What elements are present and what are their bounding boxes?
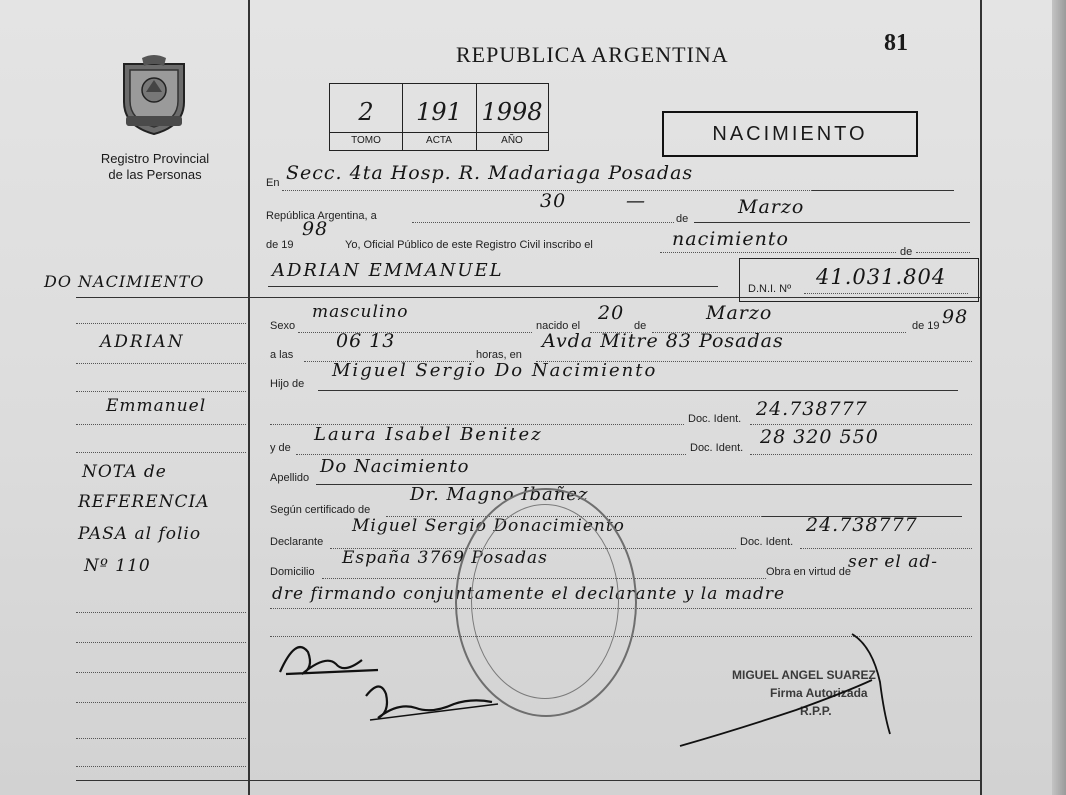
tomo-value: 2	[358, 98, 374, 126]
signature-marks-icon	[266, 616, 506, 736]
sexo-line	[298, 332, 532, 333]
acta-value: 191	[416, 98, 462, 126]
father-doc-end-line	[750, 424, 972, 425]
provincial-seal-icon	[118, 54, 190, 136]
registration-day: 30	[540, 190, 567, 212]
birth-month: Marzo	[706, 302, 773, 324]
alas-label: a las	[270, 349, 294, 361]
anio-value: 1998	[481, 98, 543, 126]
right-column-rule	[980, 0, 982, 795]
hijo-label: Hijo de	[270, 378, 305, 390]
birth-de-label: de	[634, 320, 647, 332]
segun-label: Según certificado de	[270, 504, 371, 516]
de-label: de	[676, 213, 689, 225]
dni-box	[739, 258, 979, 302]
margin-note-line4: Nº 110	[84, 556, 151, 576]
margin-line-9	[76, 702, 246, 703]
domicilio-label: Domicilio	[270, 566, 315, 578]
sexo-label: Sexo	[270, 320, 296, 332]
father-doc-label: Doc. Ident.	[688, 413, 742, 425]
acta-label: ACTA	[402, 132, 476, 149]
mother-doc: 28 320 550	[760, 426, 879, 448]
margin-line-10	[76, 738, 246, 739]
page-edge-shadow	[1052, 0, 1066, 795]
margin-surname: DO NACIMIENTO	[44, 272, 205, 291]
officer-unit: R.P.P.	[800, 704, 832, 718]
yde-label: y de	[270, 442, 291, 454]
registered-event: nacimiento	[672, 228, 789, 250]
birth-day: 20	[598, 302, 625, 324]
registration-month: Marzo	[738, 196, 805, 218]
obra-continuation: dre firmando conjuntamente el declarante y la madre	[272, 584, 786, 604]
officer-name: MIGUEL ANGEL SUAREZ	[732, 668, 876, 682]
folio-number: 81	[884, 30, 908, 56]
officer-signature-icon	[676, 626, 906, 750]
margin-line-11	[76, 766, 246, 767]
margin-line-3	[76, 391, 246, 392]
mother-line	[296, 454, 686, 455]
tomo-label: TOMO	[330, 132, 402, 149]
month-line	[694, 222, 970, 223]
margin-line-2	[76, 363, 246, 364]
certificate-doctor: Dr. Magno Ibañez	[410, 484, 589, 505]
acta-cell	[402, 84, 477, 150]
child-name-line	[268, 286, 718, 287]
margin-line-7	[76, 642, 246, 643]
dni-line	[804, 293, 968, 294]
margin-first-name: ADRIAN	[100, 332, 185, 352]
de-line	[916, 252, 970, 253]
margin-second-name: Emmanuel	[106, 396, 207, 416]
acta-reference-box	[329, 83, 549, 151]
officer-title: Firma Autorizada	[770, 686, 868, 700]
child-name: ADRIAN EMMANUEL	[272, 260, 504, 281]
declarante-label: Declarante	[270, 536, 324, 548]
event-line	[660, 252, 896, 253]
registration-year: 98	[302, 218, 329, 240]
margin-note-line1: NOTA de	[82, 462, 167, 482]
record-type-box: NACIMIENTO	[662, 111, 918, 157]
organization-name-line1: Registro Provincial	[100, 151, 210, 166]
anio-label: AÑO	[476, 132, 548, 149]
mother-doc-end-line	[750, 454, 972, 455]
bottom-rule	[76, 780, 981, 781]
obra-label: Obra en virtud de	[766, 566, 851, 578]
day-line	[412, 222, 674, 223]
obra-value: ser el ad-	[848, 552, 938, 572]
tomo-cell	[330, 84, 403, 150]
margin-column-rule	[248, 0, 250, 795]
birth-year: 98	[942, 306, 969, 328]
apellido-value: Do Nacimiento	[320, 456, 470, 477]
horas-label: horas, en	[476, 349, 522, 361]
margin-line-8	[76, 672, 246, 673]
father-doc: 24.738777	[756, 398, 868, 420]
father-name: Miguel Sergio Do Nacimiento	[332, 360, 658, 381]
office-line-end	[812, 190, 954, 191]
oficial-text: Yo, Oficial Público de este Registro Civil inscribo el	[345, 239, 593, 251]
declarante-value: Miguel Sergio Donacimiento	[352, 516, 625, 536]
declarante-doc-label: Doc. Ident.	[740, 536, 794, 548]
apellido-label: Apellido	[270, 472, 310, 484]
mother-name: Laura Isabel Benitez	[314, 424, 543, 445]
margin-note-line2: REFERENCIA	[78, 492, 210, 512]
declarante-doc-line	[800, 548, 972, 549]
dni-value: 41.031.804	[816, 265, 947, 289]
declarante-doc: 24.738777	[806, 514, 918, 536]
en-label: En	[266, 177, 280, 189]
margin-line-1	[76, 323, 246, 324]
registry-office: Secc. 4ta Hosp. R. Madariaga Posadas	[286, 162, 694, 184]
organization-name-line2: de las Personas	[108, 167, 202, 182]
de19-label: de 19	[266, 239, 294, 251]
margin-note-line3: PASA al folio	[78, 524, 202, 544]
margin-line-5	[76, 452, 246, 453]
republica-label: República Argentina, a	[266, 210, 377, 222]
domicilio-value: España 3769 Posadas	[342, 548, 548, 568]
de-label-2: de	[900, 246, 913, 258]
birth-place: Avda Mitre 83 Posadas	[542, 330, 784, 352]
registration-dash: —	[626, 190, 646, 212]
father-line	[318, 390, 958, 391]
margin-line-6	[76, 612, 246, 613]
margin-line-4	[76, 424, 246, 425]
birth-de19-label: de 19	[912, 320, 940, 332]
dni-label: D.N.I. Nº	[748, 283, 792, 295]
organization-name	[75, 151, 235, 183]
mother-doc-label: Doc. Ident.	[690, 442, 744, 454]
country-title: REPUBLICA ARGENTINA	[456, 42, 729, 67]
birth-time: 06 13	[336, 330, 396, 352]
anio-cell	[476, 84, 548, 150]
nacido-label: nacido el	[536, 320, 581, 332]
sexo-value: masculino	[312, 302, 409, 322]
